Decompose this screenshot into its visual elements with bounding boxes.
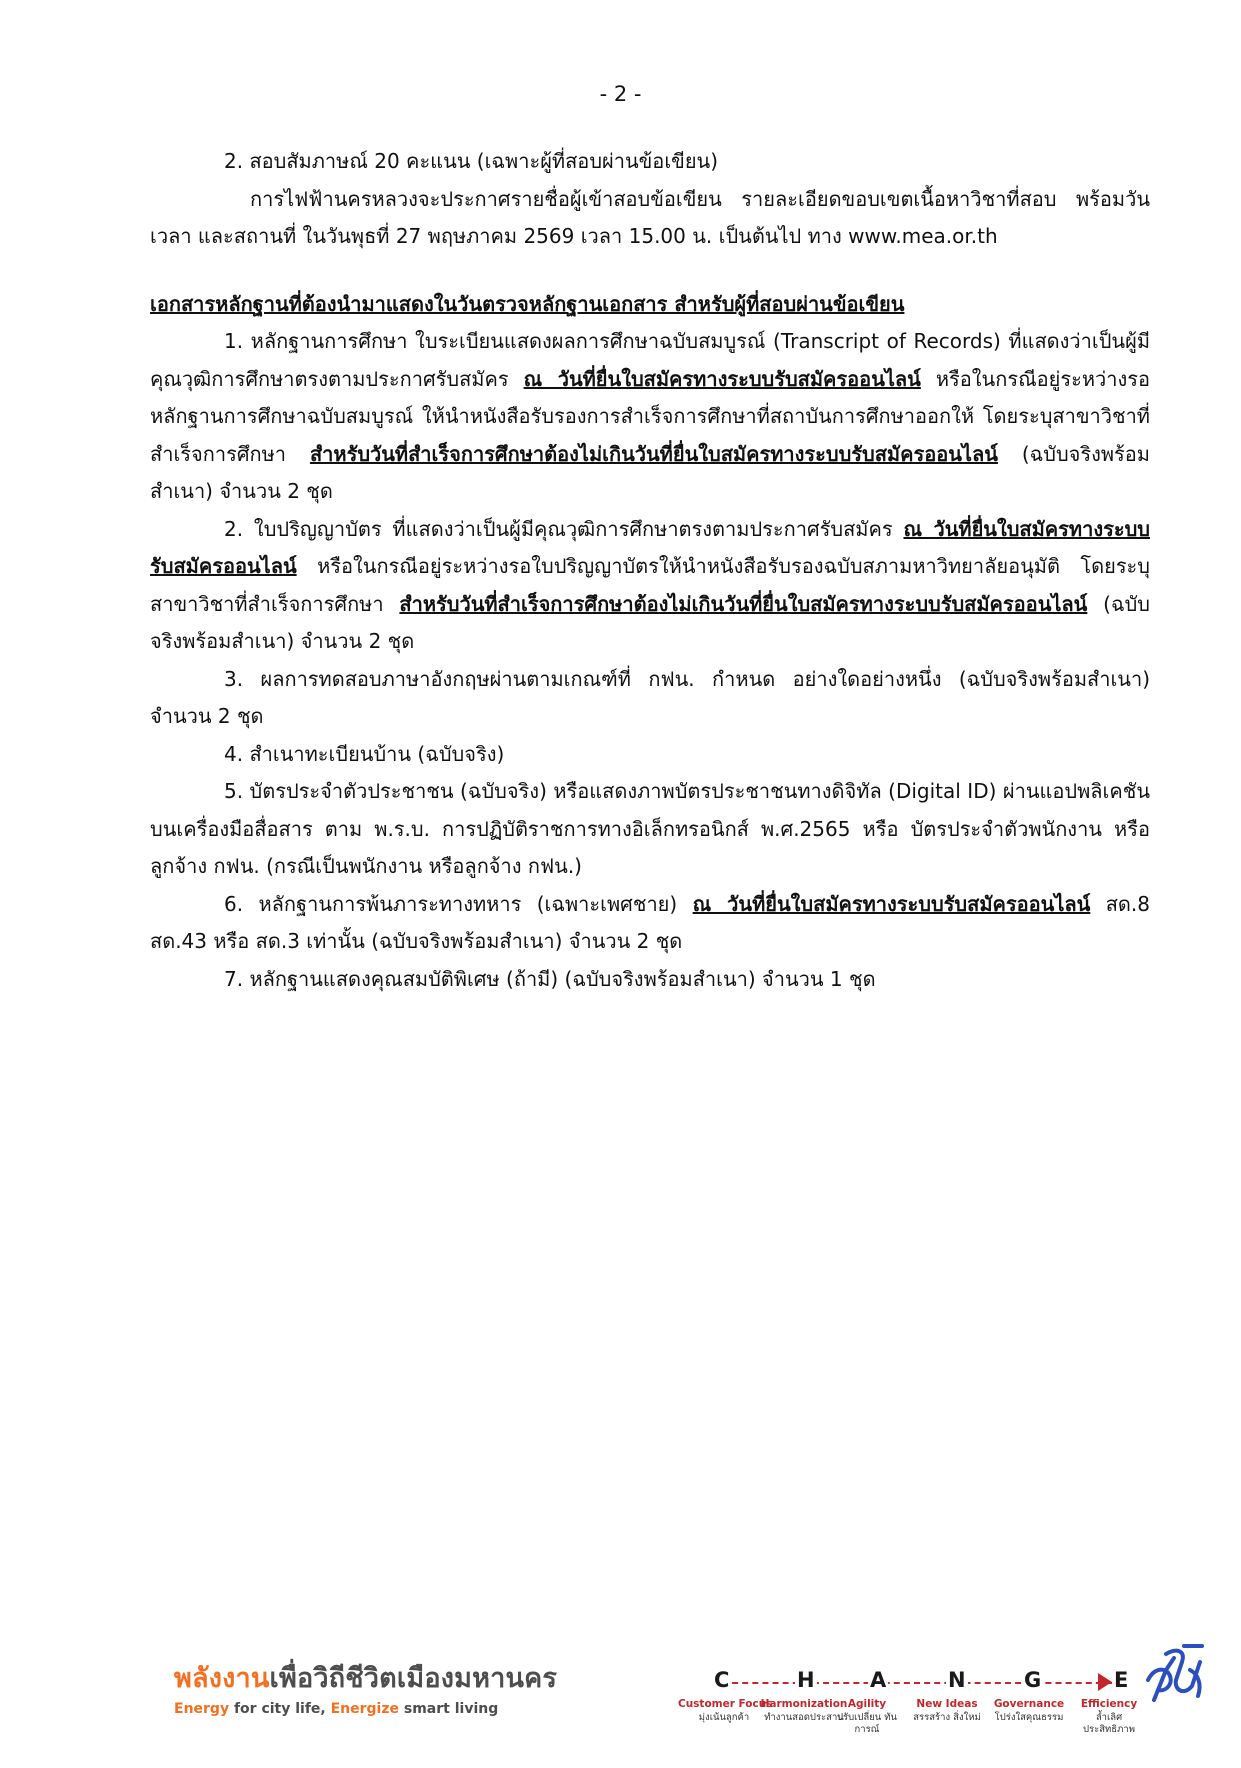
value-en-label: Governance — [993, 1698, 1065, 1710]
change-letters — [700, 1668, 1140, 1696]
documents-heading: เอกสารหลักฐานที่ต้องนำมาแสดงในวันตรวจหลักฐานเอกสาร สำหรับผู้ที่สอบผ่านข้อเขียน — [150, 291, 905, 316]
change-arrow-icon — [1098, 1673, 1112, 1691]
value-customer-focus — [678, 1698, 773, 1724]
value-agility — [830, 1698, 904, 1736]
exam-item-2: 2. สอบสัมภาษณ์ 20 คะแนน (เฉพาะผู้ที่สอบผ่านข้อเขียน) — [224, 149, 719, 173]
change-letter-e: E — [1114, 1668, 1129, 1692]
slogan-en-part-1: Energy — [174, 1701, 230, 1717]
item-2-emphasis-b: ณ วันที่ยื่นใบสมัครทางระบบรับสมัครออนไลน์ — [150, 516, 1150, 578]
value-en-label: Agility — [847, 1698, 887, 1710]
item-1-emphasis-d: สำหรับวันที่สำเร็จการศึกษาต้องไม่เกินวันที่ยื่นใบสมัครทางระบบรับสมัครออนไลน์ — [309, 441, 998, 466]
slogan-english — [174, 1701, 557, 1717]
document-item-3: 3. ผลการทดสอบภาษาอังกฤษผ่านตามเกณฑ์ที่ กฟน. กำหนด อย่างใดอย่างหนึ่ง (ฉบับจริงพร้อมสำเนา) จำนวน 2 ชุด — [150, 666, 1151, 728]
item-2-text-a: 2. ใบปริญญาบัตร ที่แสดงว่าเป็นผู้มีคุณวุฒิการศึกษาตรงตามประกาศรับสมัคร — [224, 516, 904, 541]
item-1-text-e: (ฉบับจริงพร้อมสำเนา) จำนวน 2 ชุด — [150, 441, 1150, 503]
item-1-text-c: หรือในกรณีอยู่ระหว่างรอหลักฐานการศึกษาฉบับสมบูรณ์ ให้นำหนังสือรับรองการสำเร็จการศึกษาที่สถาบันการศึกษาออกให้ โดยระบุสาขาวิชาที่สำเร็จการศึกษา — [150, 366, 1150, 466]
document-item-1 — [150, 323, 1150, 511]
footer-slogan — [174, 1656, 557, 1717]
document-item-4: 4. สำเนาทะเบียนบ้าน (ฉบับจริง) — [224, 741, 505, 766]
change-dashed-line — [722, 1682, 1112, 1684]
document-item-7: 7. หลักฐานแสดงคุณสมบัติพิเศษ (ถ้ามี) (ฉบับจริงพร้อมสำเนา) จำนวน 1 ชุด — [224, 966, 876, 991]
change-values-bar — [678, 1668, 1140, 1768]
slogan-thai-accent: พลังงาน — [174, 1663, 270, 1694]
value-new-ideas — [912, 1698, 982, 1724]
item-1-text-a: 1. หลักฐานการศึกษา ใบระเบียนแสดงผลการศึกษาฉบับสมบูรณ์ (Transcript of Records) ที่แสดงว่าเป็นผู้มีคุณวุฒิการศึกษาตรงตามประกาศรับสมัคร — [150, 329, 1150, 391]
value-th-label: ทำงานสอดประสาน — [764, 1712, 844, 1723]
slogan-thai-rest: เพื่อวิถีชีวิตเมืองมหานคร — [269, 1663, 558, 1694]
page-number: - 2 - — [599, 82, 642, 106]
change-letter-c: C — [714, 1668, 730, 1692]
slogan-en-part-3: Energize — [330, 1701, 400, 1717]
value-th-label: ปรับเปลี่ยน ทันการณ์ — [836, 1712, 898, 1735]
item-1-emphasis-b: ณ วันที่ยื่นใบสมัครทางระบบรับสมัครออนไลน์ — [523, 366, 921, 391]
item-2-text-c: หรือในกรณีอยู่ระหว่างรอใบปริญญาบัตรให้นำหนังสือรับรองฉบับสภามหาวิทยาลัยอนุมัติ โดยระบุสาขาวิชาที่สำเร็จการศึกษา — [150, 554, 1150, 616]
mea-logo-icon — [1140, 1640, 1208, 1708]
slogan-thai — [174, 1656, 557, 1699]
item-2-text-e: (ฉบับจริงพร้อมสำเนา) จำนวน 2 ชุด — [150, 591, 1150, 653]
document-item-6 — [150, 886, 1150, 961]
item-6-text-c: สด.8 สด.43 หรือ สด.3 เท่านั้น (ฉบับจริงพร้อมสำเนา) จำนวน 2 ชุด — [150, 891, 1150, 953]
section-gap — [150, 256, 1150, 286]
slogan-en-part-2: for city life, — [229, 1701, 331, 1717]
change-letter-n: N — [948, 1668, 966, 1692]
value-th-label: ล้ำเลิศ ประสิทธิภาพ — [1083, 1712, 1135, 1735]
value-th-label: มุ่งเน้นลูกค้า — [698, 1712, 750, 1723]
document-item-5: 5. บัตรประจำตัวประชาชน (ฉบับจริง) หรือแสดงภาพบัตรประชาชนทางดิจิทัล (Digital ID) ผ่านแอปพลิเคชันบนเครื่องมือสื่อสาร ตาม พ.ร.บ. การปฏิบัติราชการทางอิเล็กทรอนิกส์ พ.ศ.2565 หรือ บัตรประจำตัวพนักงาน หรือลูกจ้าง กฟน. (กรณีเป็นพนักงาน หรือลูกจ้าง กฟน.) — [150, 779, 1150, 878]
value-th-label: โปร่งใสคุณธรรม — [994, 1712, 1064, 1723]
document-body — [150, 143, 1150, 998]
value-en-label: Harmonization — [760, 1698, 848, 1710]
change-letter-g: G — [1024, 1668, 1042, 1692]
value-th-label: สรรสร้าง สิ่งใหม่ — [913, 1712, 981, 1723]
item-6-emphasis-b: ณ วันที่ยื่นใบสมัครทางระบบรับสมัครออนไลน์ — [692, 891, 1091, 916]
change-letter-h: H — [797, 1668, 815, 1692]
value-en-label: New Ideas — [916, 1698, 978, 1710]
item-6-text-a: 6. หลักฐานการพ้นภาระทางทหาร (เฉพาะเพศชาย) — [224, 891, 693, 916]
change-letter-a: A — [870, 1668, 887, 1692]
value-en-label: Efficiency — [1080, 1698, 1138, 1710]
item-2-emphasis-d: สำหรับวันที่สำเร็จการศึกษาต้องไม่เกินวันที่ยื่นใบสมัครทางระบบรับสมัครออนไลน์ — [399, 591, 1088, 616]
value-en-label: Customer Focus — [678, 1698, 773, 1710]
document-item-2 — [150, 511, 1150, 661]
value-governance — [988, 1698, 1070, 1724]
slogan-en-part-4: smart living — [399, 1701, 499, 1717]
announcement-paragraph: การไฟฟ้านครหลวงจะประกาศรายชื่อผู้เข้าสอบข้อเขียน รายละเอียดขอบเขตเนื้อหาวิชาที่สอบ พร้อมวัน เวลา และสถานที่ ในวันพุธที่ 27 พฤษภาคม 2569 เวลา 15.00 น. เป็นต้นไป ทาง www.mea.or.th — [150, 186, 1150, 248]
value-efficiency — [1078, 1698, 1140, 1736]
